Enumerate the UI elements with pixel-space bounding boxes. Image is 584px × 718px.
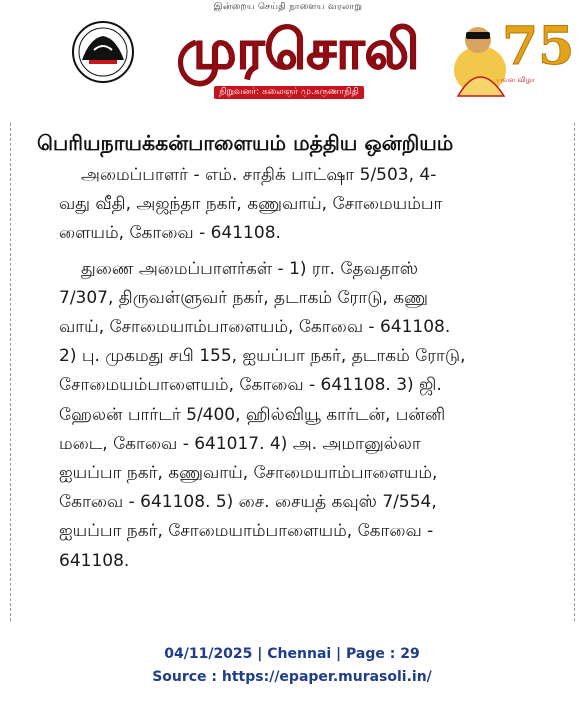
text-line: ஐயப்பா நகர், சோமையாம்பாளையம், கோவை -: [59, 521, 434, 542]
logo-text: முரசொலி: [176, 18, 420, 81]
party-emblem-icon: [64, 20, 142, 84]
text-line: வது வீதி, அஜந்தா நகர், கணுவாய், சோமையம்பா: [59, 194, 443, 215]
text-line: ஹேலன் பார்டர் 5/400, ஹில்வியூ கார்டன், பன்னி: [59, 404, 446, 425]
source-url: Source : https://epaper.murasoli.in/: [152, 669, 432, 685]
logo-wordmark: [148, 10, 448, 80]
clipping-right-edge: [574, 123, 576, 621]
paragraph-deputy-organizers: [37, 255, 561, 576]
founder-caption: நிறுவனர்: கலைஞர் மு.கருணாநிதி: [214, 86, 364, 99]
masthead-tagline: இன்றைய செய்தி நாளைய வரலாறு: [213, 2, 363, 12]
article-clipping: [10, 123, 576, 621]
text-line: கோவை - 641108. 5) சை. சையத் கவுஸ் 7/554,: [59, 492, 437, 513]
text-line: மடை, கோவை - 641017. 4) அ. அமானுல்லா: [59, 433, 421, 454]
masthead: [0, 0, 584, 110]
article-heading: பெரியநாயக்கன்பாளையம் மத்திய ஒன்றியம்: [37, 131, 454, 155]
text-line: ளையம், கோவை - 641108.: [59, 223, 281, 244]
source-footer: [0, 643, 584, 689]
text-line: வாய், சோமையாம்பாளையம், கோவை - 641108.: [59, 317, 451, 338]
edition-info: 04/11/2025 | Chennai | Page : 29: [164, 646, 420, 662]
text-line: துணை அமைப்பாளர்கள் - 1) ரா. தேவதாஸ்: [81, 258, 419, 279]
text-line: 641108.: [59, 550, 130, 571]
text-line: 7/307, திருவள்ளுவர் நகர், தடாகம் ரோடு, கணு: [59, 287, 428, 308]
text-line: அமைப்பாளர் - எம். சாதிக் பாட்ஷா 5/503, 4-: [81, 165, 437, 185]
text-line: சோமையம்பாளையம், கோவை - 641108. 3) ஜி.: [59, 375, 442, 396]
anniversary-label: பவள விழா: [497, 76, 535, 84]
anniversary-number: 75: [502, 16, 575, 77]
anniversary-75-badge: [446, 4, 575, 104]
paragraph-organizer: [37, 161, 561, 249]
text-line: ஐயப்பா நகர், கணுவாய், சோமையாம்பாளையம்,: [59, 463, 438, 484]
article-body: [37, 161, 561, 582]
clipping-left-edge: [10, 123, 12, 621]
masthead-logo: [148, 10, 448, 80]
text-line: 2) பு. முகமது சபி 155, ஐயப்பா நகர், தடாகம் ரோடு,: [59, 346, 466, 367]
